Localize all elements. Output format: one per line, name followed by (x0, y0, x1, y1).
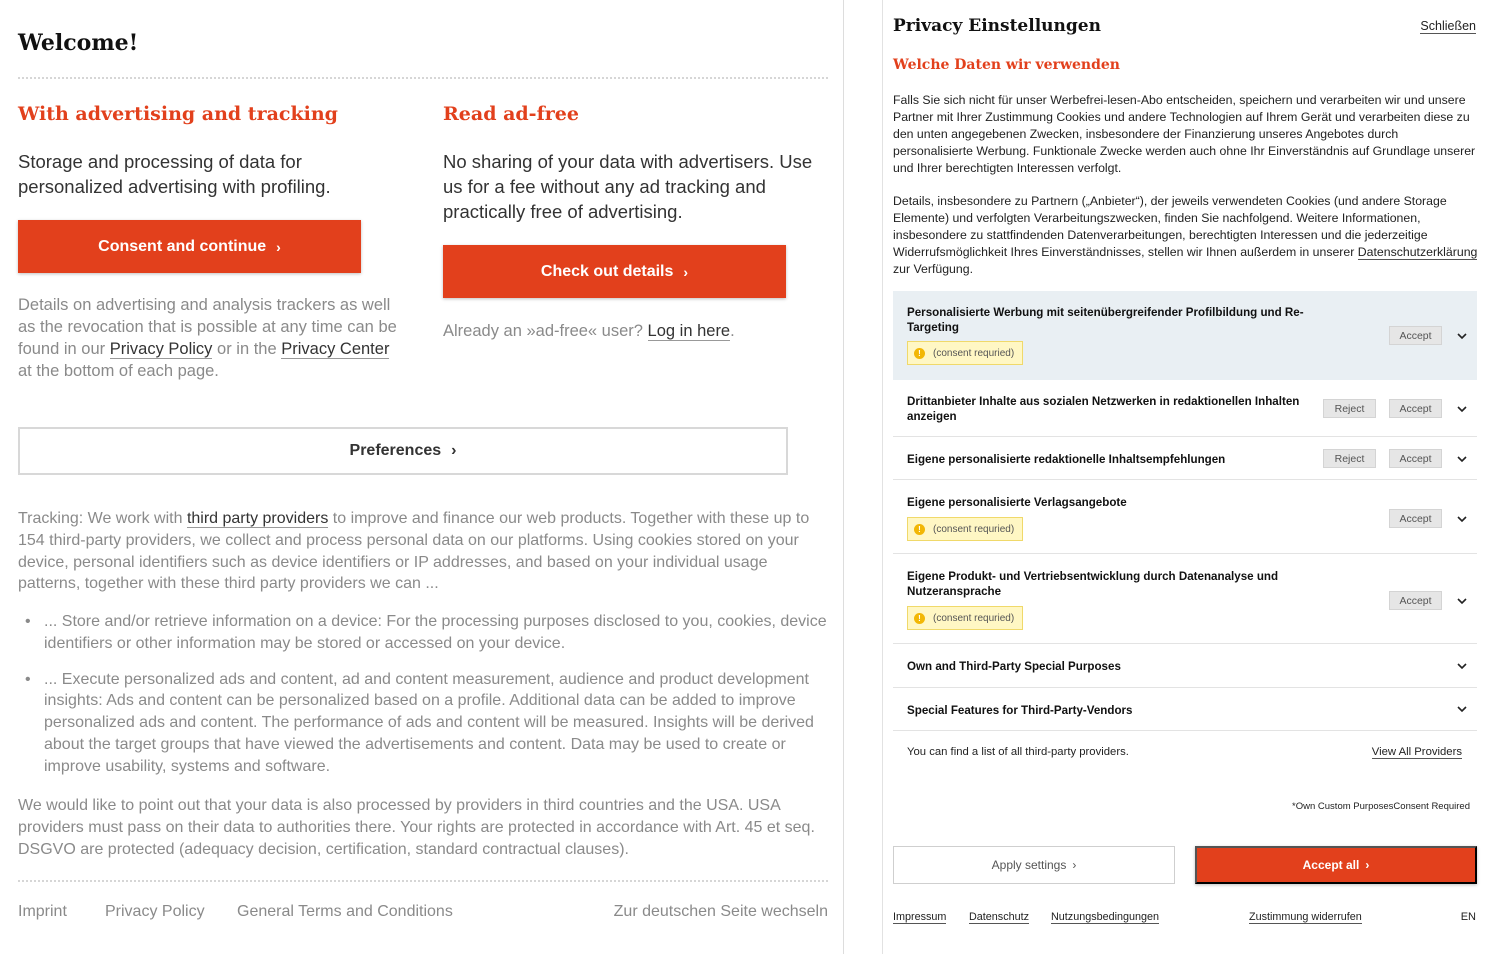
login-link[interactable]: Log in here (647, 322, 731, 340)
consent-label: (consent requried) (933, 612, 1015, 624)
chevron-right-icon: › (451, 442, 457, 459)
purpose-row[interactable] (893, 380, 1477, 437)
third-party-providers-link[interactable]: third party providers (186, 510, 329, 527)
welcome-title: Welcome! (18, 30, 139, 56)
purpose-row[interactable] (893, 437, 1477, 480)
purpose-title: Special Features for Third-Party-Vendors (907, 704, 1133, 717)
purpose-title: Drittanbieter Inhalte aus sozialen Netzwerken in redaktionellen Inhalten anzeigen (907, 395, 1300, 423)
chevron-right-icon: › (1072, 858, 1077, 872)
purpose-title: Own and Third-Party Special Purposes (907, 660, 1121, 673)
warning-icon: ! (914, 524, 925, 535)
tracking-text-2: to improve and finance our web products. Together with these up to 154 third-party providers, we collect and process personal data on our platforms. Using cookies stored on your device, personal identifiers such as device identifiers or IP addresses, and based on your individual usage patterns, together with these third party providers we can ... (18, 510, 810, 593)
impressum-link[interactable]: Impressum (893, 911, 947, 923)
with-ads-title: With advertising and tracking (18, 103, 338, 125)
consent-continue-button[interactable] (18, 220, 361, 273)
apply-settings-button[interactable] (893, 846, 1175, 884)
list-item: • ... Execute personalized ads and content, ad and content measurement, audience and product development insights: Ads and content can be personalized based on a profile. Additional data can be added to improve personalized ads and content. The performance of ads and content will be measured. Insights will be derived about the target groups that have viewed the advertisements and content. Data may be used to create or improve usability, systems and software. (18, 669, 828, 778)
chevron-right-icon: › (1365, 858, 1370, 872)
purposes-list (18, 611, 828, 792)
purpose-row[interactable] (893, 554, 1477, 644)
reject-button[interactable]: Reject (1323, 399, 1376, 418)
intro-paragraph: Falls Sie sich nicht für unser Werbefrei-lesen-Abo entscheiden, speichern und verarbeiten wir und unsere Partner mit Ihrer Zustimmung Cookies und andere Technologien auf Ihrem Gerät und verarbeiten diese zu den unten angegebenen Zwecken, insbesondere der Finanzierung unseres Angebotes durch personalisierte Werbung. Funktionale Zwecke werden auch ohne Ihr Einverständnis auf Grundlage unserer und Ihrer berechtigten Interessen verfolgt. (893, 93, 1476, 175)
warning-icon: ! (914, 348, 925, 359)
german-site-link[interactable]: Zur deutschen Seite wechseln (613, 903, 828, 920)
accept-button[interactable]: Accept (1389, 591, 1442, 610)
details-text-3: at the bottom of each page. (18, 362, 219, 380)
warning-icon: ! (914, 613, 925, 624)
check-details-button[interactable] (443, 245, 786, 298)
consent-revoke-link[interactable]: Zustimmung widerrufen (1249, 911, 1362, 923)
chevron-down-icon[interactable] (1457, 661, 1467, 671)
preferences-button[interactable] (18, 427, 788, 475)
details-text: Details, insbesondere zu Partnern („Anbieter“), der jeweils verwendeten Cookies (und andere Storage Elemente) und verfolgten Verarbeitungszwecken, finden Sie nachfolgend. Weitere Informationen, insbesondere zu stattfindenden Datenverarbeitungen, berechtigten Interessen und die jederzeitige Widerrufsmöglichkeit Ihres Einverständnisses, stellen wir Ihnen außerdem in unserer (893, 194, 1447, 259)
ad-free-title: Read ad-free (443, 103, 579, 125)
with-ads-details (18, 294, 406, 382)
purpose-title: Eigene personalisierte Verlagsangebote (907, 496, 1127, 509)
tracking-text (18, 508, 818, 595)
purpose-title: Eigene personalisierte redaktionelle Inhaltsempfehlungen (907, 453, 1226, 466)
privacy-center-link[interactable]: Privacy Center (281, 340, 390, 358)
providers-note: You can find a list of all third-party providers. (907, 746, 1129, 758)
language-switch[interactable]: EN (1460, 911, 1476, 923)
accept-button[interactable]: Accept (1389, 399, 1442, 418)
purpose-title: Eigene Produkt- und Vertriebsentwicklung durch Datenanalyse und Nutzeransprache (907, 570, 1279, 598)
privacy-policy-footer-link[interactable]: Privacy Policy (105, 903, 205, 920)
terms-link[interactable]: General Terms and Conditions (237, 903, 453, 920)
details-text-2: or in the (212, 340, 282, 358)
chevron-right-icon: › (683, 263, 689, 280)
consent-label: (consent requried) (933, 347, 1015, 359)
already-text-end: . (730, 322, 735, 340)
purpose-row[interactable] (893, 644, 1477, 688)
chevron-down-icon[interactable] (1457, 704, 1467, 714)
privacy-policy-link[interactable]: Privacy Policy (109, 340, 213, 358)
details-text-end: zur Verfügung. (893, 261, 973, 276)
tracking-text-1: Tracking: We work with (18, 510, 187, 527)
consent-required-badge (907, 606, 1023, 630)
accept-all-button[interactable] (1195, 846, 1477, 884)
purpose-row[interactable] (893, 291, 1477, 380)
chevron-right-icon: › (276, 238, 281, 255)
consent-required-badge (907, 517, 1023, 541)
nutzungsbedingungen-link[interactable]: Nutzungsbedingungen (1051, 911, 1160, 923)
consent-required-badge (907, 341, 1023, 365)
already-text: Already an »ad-free« user? (443, 322, 648, 340)
consent-label: (consent requried) (933, 523, 1015, 535)
chevron-down-icon[interactable] (1457, 596, 1467, 606)
datenschutz-link[interactable]: Datenschutz (969, 911, 1030, 923)
imprint-link[interactable]: Imprint (18, 903, 67, 920)
list-item: • ... Store and/or retrieve information on a device: For the processing purposes disclosed to you, cookies, device identifiers or other information may be stored or accessed on your device. (18, 611, 828, 655)
divider (18, 880, 828, 882)
accept-button[interactable]: Accept (1389, 326, 1442, 345)
chevron-down-icon[interactable] (1457, 514, 1467, 524)
chevron-down-icon[interactable] (1457, 331, 1467, 341)
with-ads-text: Storage and processing of data for personalized advertising with profiling. (18, 151, 331, 197)
data-subtitle: Welche Daten wir verwenden (893, 57, 1120, 73)
privacy-settings-panel (882, 0, 1488, 954)
third-countries-text: We would like to point out that your data is also processed by providers in third countries and the USA. USA providers must pass on their data to authorities there. Your rights are protected in accordance with Art. 45 et seq. DSGVO are protected (adequacy decision, certification, standard contractual clauses). (18, 797, 815, 858)
consent-continue-label: Consent and continue (98, 237, 267, 255)
chevron-down-icon[interactable] (1457, 404, 1467, 414)
view-all-providers-link[interactable]: View All Providers (1371, 746, 1462, 758)
purpose-row[interactable] (893, 480, 1477, 554)
custom-purposes-note: *Own Custom PurposesConsent Required (1292, 801, 1470, 812)
accept-button[interactable]: Accept (1389, 509, 1442, 528)
check-details-label: Check out details (540, 262, 674, 280)
preferences-label: Preferences (349, 442, 442, 459)
details-text-1: Details on advertising and analysis trackers as well as the revocation that is possible at any time can be found in our (18, 296, 397, 358)
privacy-title: Privacy Einstellungen (893, 16, 1101, 36)
ad-free-login (443, 320, 823, 342)
accept-all-label: Accept all (1302, 858, 1360, 872)
accept-button[interactable]: Accept (1389, 449, 1442, 468)
datenschutzerklaerung-link[interactable]: Datenschutzerklärung (1357, 244, 1478, 259)
purpose-title: Personalisierte Werbung mit seitenübergreifender Profilbildung und Re-Targeting (907, 306, 1304, 334)
close-link[interactable]: Schließen (1420, 19, 1476, 33)
divider (18, 77, 828, 79)
details-paragraph (893, 193, 1479, 278)
apply-label: Apply settings (991, 858, 1067, 872)
chevron-down-icon[interactable] (1457, 454, 1467, 464)
ad-free-text: No sharing of your data with advertisers. Use us for a fee without any ad tracking and practically free of advertising. (443, 151, 813, 222)
reject-button[interactable]: Reject (1323, 449, 1376, 468)
purpose-row[interactable] (893, 688, 1477, 731)
